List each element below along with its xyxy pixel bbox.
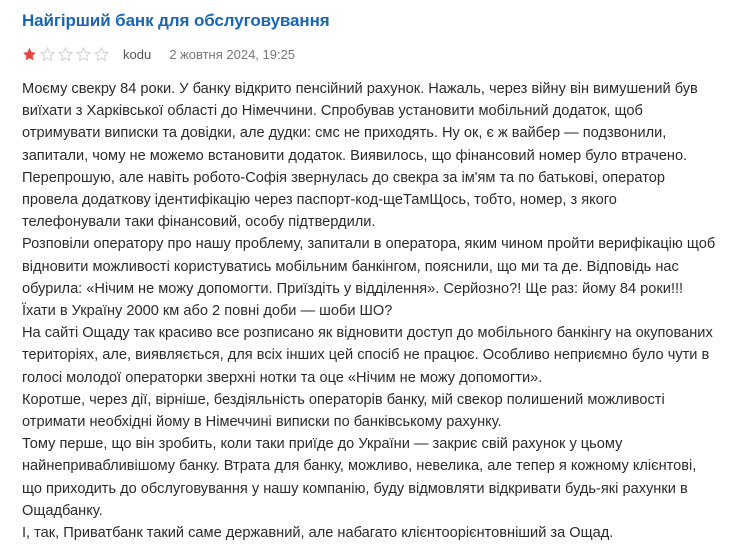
review-date: 2 жовтня 2024, 19:25 — [169, 46, 296, 62]
star-icon-3[interactable] — [58, 47, 73, 62]
review-body — [22, 78, 716, 544]
review-paragraph: Коротше, через дії, вірніше, бездіяльність операторів банку, мій свекор полишений можливості отримати необхідні йому в Німеччині виписки по банківському рахунку. — [22, 391, 665, 431]
review-meta — [22, 44, 716, 64]
star-icon-2[interactable] — [40, 47, 55, 62]
star-icon-1[interactable] — [22, 47, 37, 62]
star-icon-4[interactable] — [76, 47, 91, 62]
review-paragraph: Моєму свекру 84 роки. У банку відкрито пенсійний рахунок. Нажаль, через війну він вимушений був виїхати з Харківської області до Німеччини. Спробував установити мобільний додаток, щоб отримувати виписки та довідки, але дудки: смс не приходять. Ну ок, є ж вайбер — подзвонили, запитали, чому не можемо встановити додаток. Виявилось, що фінансовий номер було втрачено. Перепрошую, але навіть робото-Софія звернулась до свекра за ім'ям та по батькові, оператор провела додаткову ідентифікацію через паспорт-код-щеТамЩось, тобто, номер, з якого телефонували таки фінансовий, особу підтвердили. — [22, 81, 698, 231]
star-icon-5[interactable] — [94, 47, 109, 62]
rating-stars — [22, 47, 109, 62]
review-title: Найгірший банк для обслуговування — [22, 11, 330, 30]
review-paragraph: І, так, Приватбанк такий саме державний, але набагато клієнтоорієнтовніший за Ощад. — [22, 525, 614, 542]
review-author[interactable]: kodu — [123, 46, 152, 62]
review-paragraph: Тому перше, що він зробить, коли таки приїде до України — закриє свій рахунок у цьому найнепривабливішому банку. Втрата для банку, можливо, невелика, але тепер я кожному клієнтові, що приходить до обслуговування у нашу компанію, буду відмовляти відкривати будь-які рахунки в Ощадбанку. — [22, 436, 697, 519]
review-paragraph: На сайті Ощаду так красиво все розписано як відновити доступ до мобільного банкінгу на окупованих територіях, але, виявляється, для всіх інших цей спосіб не працює. Особливо неприємно було чути в голосі молодої операторки зверхні нотки та оце «Нічим не можу допомогти». — [22, 325, 713, 386]
review-paragraph: Розповіли оператору про нашу проблему, запитали в оператора, яким чином пройти верифікацію щоб відновити можливості користуватись мобільним банкінгом, пояснили, що ми та де. Відповідь нас обурила: «Нічим не можу допомогти. Приїздіть у відділення». Серйозно?! Ще раз: йому 84 роки!!! Їхати в Україну 2000 км або 2 повні доби — шоби ШО? — [22, 236, 716, 320]
